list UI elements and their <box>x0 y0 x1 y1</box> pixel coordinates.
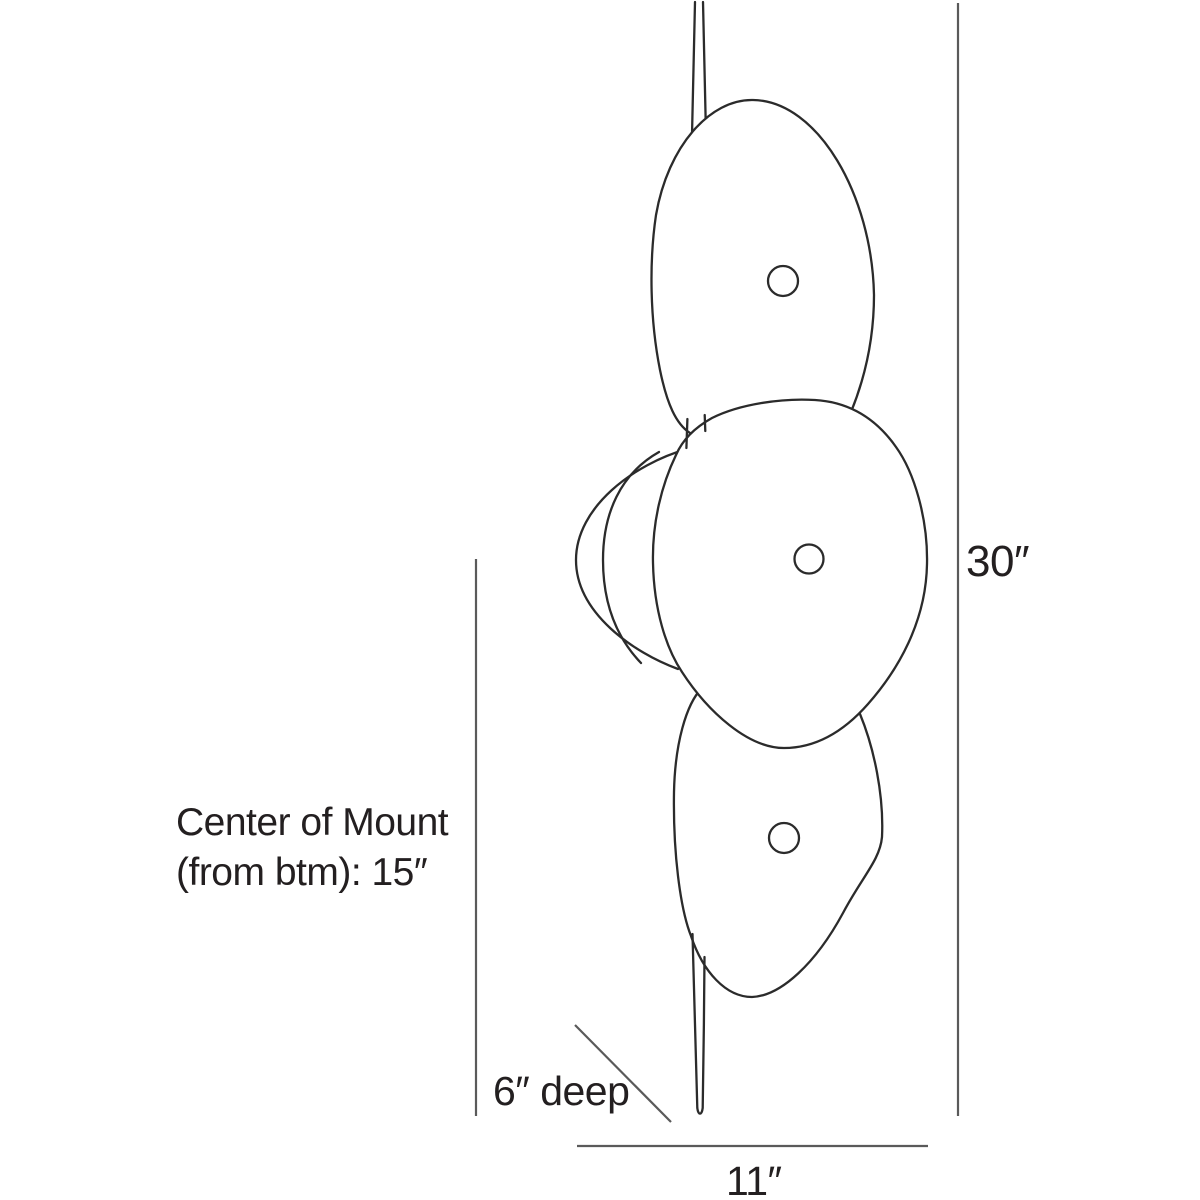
middle-shade-center-hole <box>795 545 824 574</box>
bottom-shade-center-hole <box>769 823 799 853</box>
top-shade-center-hole <box>768 266 798 296</box>
mount-canopy-inner-arc <box>603 452 659 663</box>
mount-height-label <box>176 798 448 898</box>
mount-height-label-line2: (from btm): 15″ <box>176 851 428 894</box>
stem-top-segment <box>692 2 706 135</box>
middle-shade-outline <box>653 400 927 748</box>
height-dimension-label: 30″ <box>966 537 1030 586</box>
width-dimension-label: 11″ <box>726 1158 782 1200</box>
depth-dimension-label: 6″ deep <box>493 1068 630 1114</box>
mount-height-label-line1: Center of Mount <box>176 801 449 844</box>
fixture-outline-group <box>576 2 927 1114</box>
